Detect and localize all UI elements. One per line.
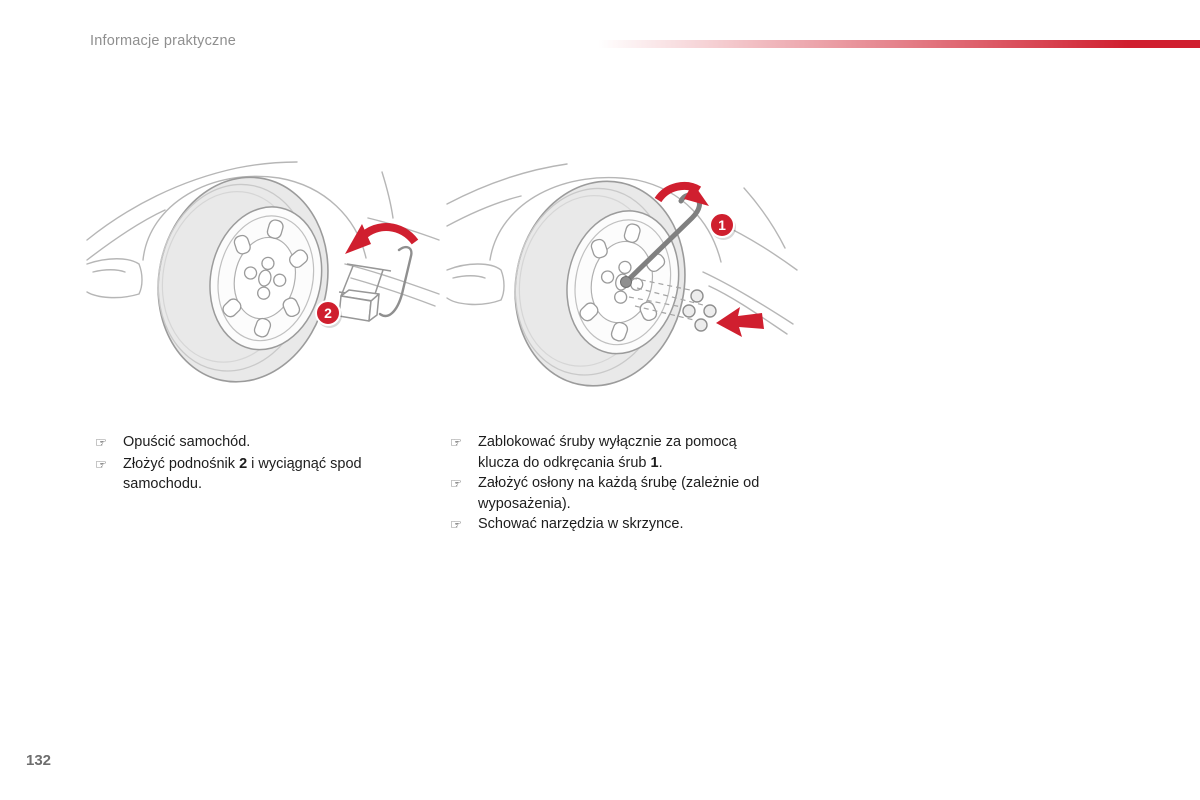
pointing-hand-icon: ☞: [95, 456, 108, 472]
rotate-arrow-icon: [345, 224, 415, 254]
pointing-hand-icon: ☞: [450, 476, 463, 491]
jack-crank-hook: [380, 247, 411, 316]
instruction-text: Zablokować śruby wyłącznie za pomocą klucza do odkręcania śrub 1.: [478, 434, 737, 471]
pointing-hand-icon: ☞: [450, 517, 463, 532]
instruction-text: Opuścić samochód.: [123, 434, 251, 450]
list-item: [95, 432, 385, 454]
pointing-hand-icon: ☞: [95, 435, 108, 450]
scissor-jack: [339, 264, 391, 321]
badge-2-label: 2: [324, 305, 332, 321]
list-item: [450, 432, 768, 473]
page-number: 132: [26, 752, 52, 769]
list-item: [450, 514, 768, 536]
instruction-list-left: [95, 432, 385, 495]
instruction-list-right: [450, 432, 768, 536]
wheel-bolts: [683, 290, 716, 331]
callout-ref: 2: [239, 455, 248, 472]
instruction-text: Złożyć podnośnik 2 i wyciągnąć spod samochodu.: [123, 455, 362, 492]
chapter-header: Informacje praktyczne: [90, 33, 237, 49]
push-arrow-icon: [716, 307, 764, 337]
badge-1-label: 1: [718, 217, 726, 233]
badge-1: [710, 213, 736, 240]
badge-2: [316, 301, 342, 328]
wheel: [139, 161, 346, 390]
instruction-text: Założyć osłony na każdą śrubę (zależnie od wyposażenia).: [478, 475, 760, 512]
figure-jack-removal: [85, 160, 441, 390]
instruction-text: Schować narzędzia w skrzynce.: [478, 516, 684, 532]
wheel: [496, 165, 703, 390]
figure-bolt-tightening: [445, 160, 801, 390]
list-item: [450, 473, 768, 514]
wrench-illustration: [445, 160, 801, 390]
callout-ref: 1: [650, 454, 659, 471]
list-item: [95, 454, 385, 495]
pointing-hand-icon: ☞: [450, 435, 463, 450]
accent-gradient-bar: [598, 40, 1200, 48]
jack-illustration: [85, 160, 441, 390]
